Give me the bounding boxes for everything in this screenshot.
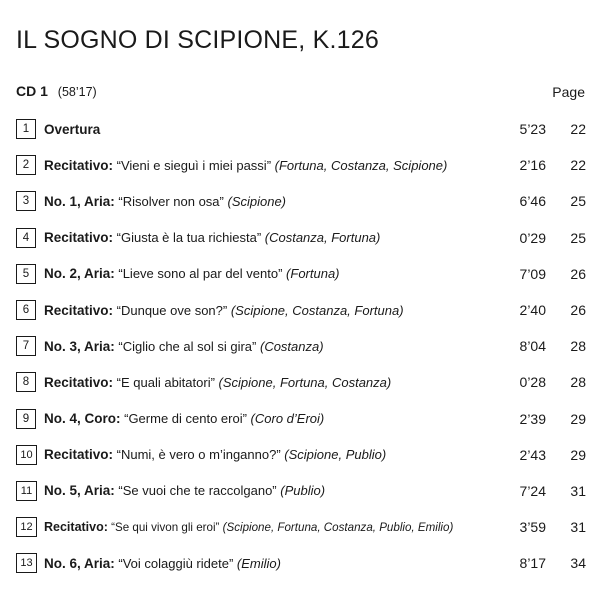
- track-heading: Recitativo:: [44, 230, 114, 246]
- track-row: [16, 256, 586, 292]
- track-page: 25: [570, 229, 586, 246]
- track-duration: 8’04: [519, 338, 546, 355]
- track-quote: “Dunque ove son?”: [113, 302, 231, 318]
- track-number: 12: [16, 517, 37, 537]
- cd-name: CD 1: [16, 83, 48, 99]
- track-number: 1: [16, 119, 36, 139]
- track-page: 29: [570, 446, 586, 463]
- track-quote: “Vieni e sieguì i miei passi”: [113, 157, 275, 173]
- track-heading: Recitativo:: [44, 157, 114, 173]
- track-number: 3: [16, 191, 36, 211]
- track-duration: 0’29: [519, 229, 546, 246]
- track-quote: “Se qui vivon gli eroi”: [107, 521, 223, 535]
- track-page: 31: [570, 482, 586, 499]
- track-duration: 7’09: [519, 265, 546, 282]
- track-duration: 8’17: [519, 555, 546, 572]
- track-roles: (Costanza, Fortuna): [264, 230, 381, 246]
- track-row: [16, 401, 586, 437]
- track-roles: (Scipione, Publio): [284, 447, 387, 463]
- track-quote: “Numi, è vero o m’inganno?”: [113, 447, 285, 463]
- track-duration: 0’28: [519, 374, 546, 391]
- track-duration: 2’40: [519, 302, 546, 319]
- track-quote: “Germe di cento eroi”: [120, 411, 251, 427]
- track-heading: No. 2, Aria:: [44, 266, 115, 282]
- track-roles: (Scipione, Costanza, Fortuna): [230, 302, 404, 318]
- track-quote: “Lieve sono al par del vento”: [114, 266, 287, 282]
- track-row: [16, 364, 586, 400]
- track-heading: No. 3, Aria:: [44, 338, 115, 354]
- track-duration: 5’23: [519, 121, 546, 138]
- track-duration: 2’16: [519, 157, 546, 174]
- track-page: 31: [570, 519, 586, 536]
- track-page: 22: [570, 121, 586, 138]
- track-row: [16, 147, 586, 183]
- track-duration: 2’39: [519, 410, 546, 427]
- track-quote: “Risolver non osa”: [114, 193, 228, 209]
- track-page: 29: [570, 410, 586, 427]
- track-page: 26: [570, 302, 586, 319]
- track-heading: No. 1, Aria:: [44, 193, 115, 209]
- track-roles: (Scipione): [227, 193, 287, 209]
- track-duration: 7’24: [519, 482, 546, 499]
- track-quote: “E quali abitatori”: [113, 374, 219, 390]
- track-heading: Recitativo:: [44, 302, 114, 318]
- track-row: [16, 545, 586, 581]
- track-quote: “Ciglio che al sol si gira”: [114, 338, 260, 354]
- track-row: [16, 183, 586, 219]
- cd-duration: (58’17): [57, 85, 97, 99]
- track-heading: Overtura: [44, 121, 101, 137]
- track-number: 5: [16, 264, 36, 284]
- track-number: 6: [16, 300, 36, 320]
- track-row: [16, 292, 586, 328]
- track-roles: (Costanza): [259, 338, 324, 354]
- track-duration: 2’43: [519, 446, 546, 463]
- track-row: [16, 328, 586, 364]
- track-heading: Recitativo:: [44, 374, 114, 390]
- track-number: 9: [16, 409, 36, 429]
- track-page: 28: [570, 374, 586, 391]
- track-number: 8: [16, 372, 36, 392]
- track-heading: No. 4, Coro:: [44, 411, 121, 427]
- track-quote: “Se vuoi che te raccolgano”: [114, 483, 281, 499]
- track-roles: (Emilio): [236, 555, 281, 571]
- track-heading: Recitativo:: [44, 520, 108, 535]
- track-number: 7: [16, 336, 36, 356]
- track-roles: (Publio): [280, 483, 326, 499]
- track-row: [16, 509, 586, 545]
- page-title: IL SOGNO DI SCIPIONE, K.126: [16, 26, 379, 54]
- track-list: [16, 111, 586, 581]
- page-column-header: Page: [552, 84, 585, 100]
- track-roles: (Coro d’Eroi): [250, 411, 325, 427]
- track-roles: (Fortuna, Costanza, Scipione): [274, 157, 448, 173]
- track-number: 4: [16, 228, 36, 248]
- track-duration: 3’59: [519, 519, 546, 536]
- track-page: 28: [570, 338, 586, 355]
- track-roles: (Scipione, Fortuna, Costanza): [218, 374, 392, 390]
- track-number: 13: [16, 553, 37, 573]
- track-roles: (Scipione, Fortuna, Costanza, Publio, Emilio): [222, 521, 454, 535]
- track-quote: “Voi colaggiù ridete”: [114, 555, 237, 571]
- track-number: 10: [16, 445, 37, 465]
- track-roles: (Fortuna): [286, 266, 340, 282]
- track-quote: “Giusta è la tua richiesta”: [113, 230, 265, 246]
- track-row: [16, 473, 586, 509]
- track-row: [16, 437, 586, 473]
- track-number: 11: [16, 481, 37, 501]
- track-heading: No. 6, Aria:: [44, 555, 115, 571]
- cd-label: [16, 83, 97, 99]
- track-row: [16, 220, 586, 256]
- track-page: 22: [570, 157, 586, 174]
- track-page: 34: [570, 555, 586, 572]
- track-page: 26: [570, 265, 586, 282]
- track-duration: 6’46: [519, 193, 546, 210]
- track-heading: No. 5, Aria:: [44, 483, 115, 499]
- track-row: [16, 111, 586, 147]
- track-page: 25: [570, 193, 586, 210]
- track-number: 2: [16, 155, 36, 175]
- track-heading: Recitativo:: [44, 447, 114, 463]
